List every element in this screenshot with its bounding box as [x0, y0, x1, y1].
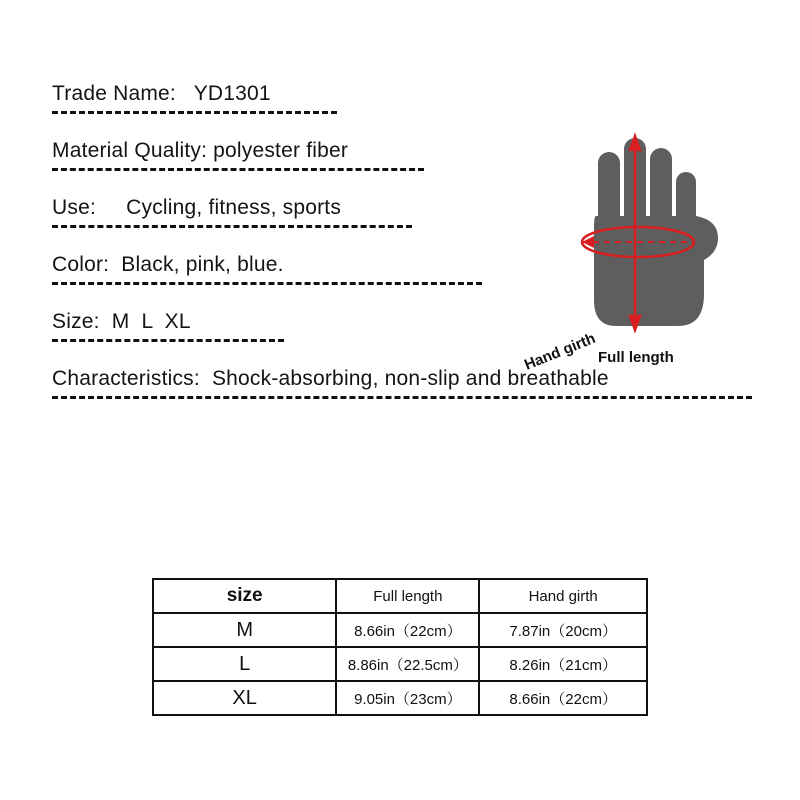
dashed-rule-characteristics	[52, 396, 752, 399]
size-table	[152, 578, 648, 716]
table-cell-full-length: 8.66in（22cm）	[336, 613, 479, 647]
glove-diagram	[520, 120, 770, 380]
spec-text-characteristics: Characteristics: Shock-absorbing, non-slip and breathable	[52, 367, 609, 390]
table-cell-full-length: 9.05in（23cm）	[336, 681, 479, 715]
table-cell-hand-girth: 7.87in（20cm）	[479, 613, 647, 647]
spec-text-color: Color: Black, pink, blue.	[52, 253, 284, 276]
table-cell-full-length: 8.86in（22.5cm）	[336, 647, 479, 681]
spec-text-material-quality: Material Quality: polyester fiber	[52, 139, 349, 162]
dashed-rule-trade-name	[52, 111, 337, 114]
dashed-rule-color	[52, 282, 482, 285]
spec-text-trade-name: Trade Name: YD1301	[52, 82, 271, 105]
table-header-row	[153, 579, 647, 613]
table-header-full-length: Full length	[336, 579, 479, 613]
full-length-label: Full length	[598, 349, 674, 366]
table-header-size: size	[153, 579, 336, 613]
spec-text-size: Size: M L XL	[52, 310, 191, 333]
table-row	[153, 613, 647, 647]
glove-icon	[520, 120, 770, 380]
table-cell-size: XL	[153, 681, 336, 715]
table-cell-hand-girth: 8.26in（21cm）	[479, 647, 647, 681]
dashed-rule-material-quality	[52, 168, 424, 171]
spec-text-use: Use: Cycling, fitness, sports	[52, 196, 342, 219]
dashed-rule-use	[52, 225, 412, 228]
table-cell-hand-girth: 8.66in（22cm）	[479, 681, 647, 715]
table-cell-size: L	[153, 647, 336, 681]
table-row	[153, 681, 647, 715]
dashed-rule-size	[52, 339, 284, 342]
table-row	[153, 647, 647, 681]
hand-girth-label: Hand girth	[522, 329, 598, 374]
table-header-hand-girth: Hand girth	[479, 579, 647, 613]
table-cell-size: M	[153, 613, 336, 647]
spec-row-trade-name	[52, 80, 752, 114]
